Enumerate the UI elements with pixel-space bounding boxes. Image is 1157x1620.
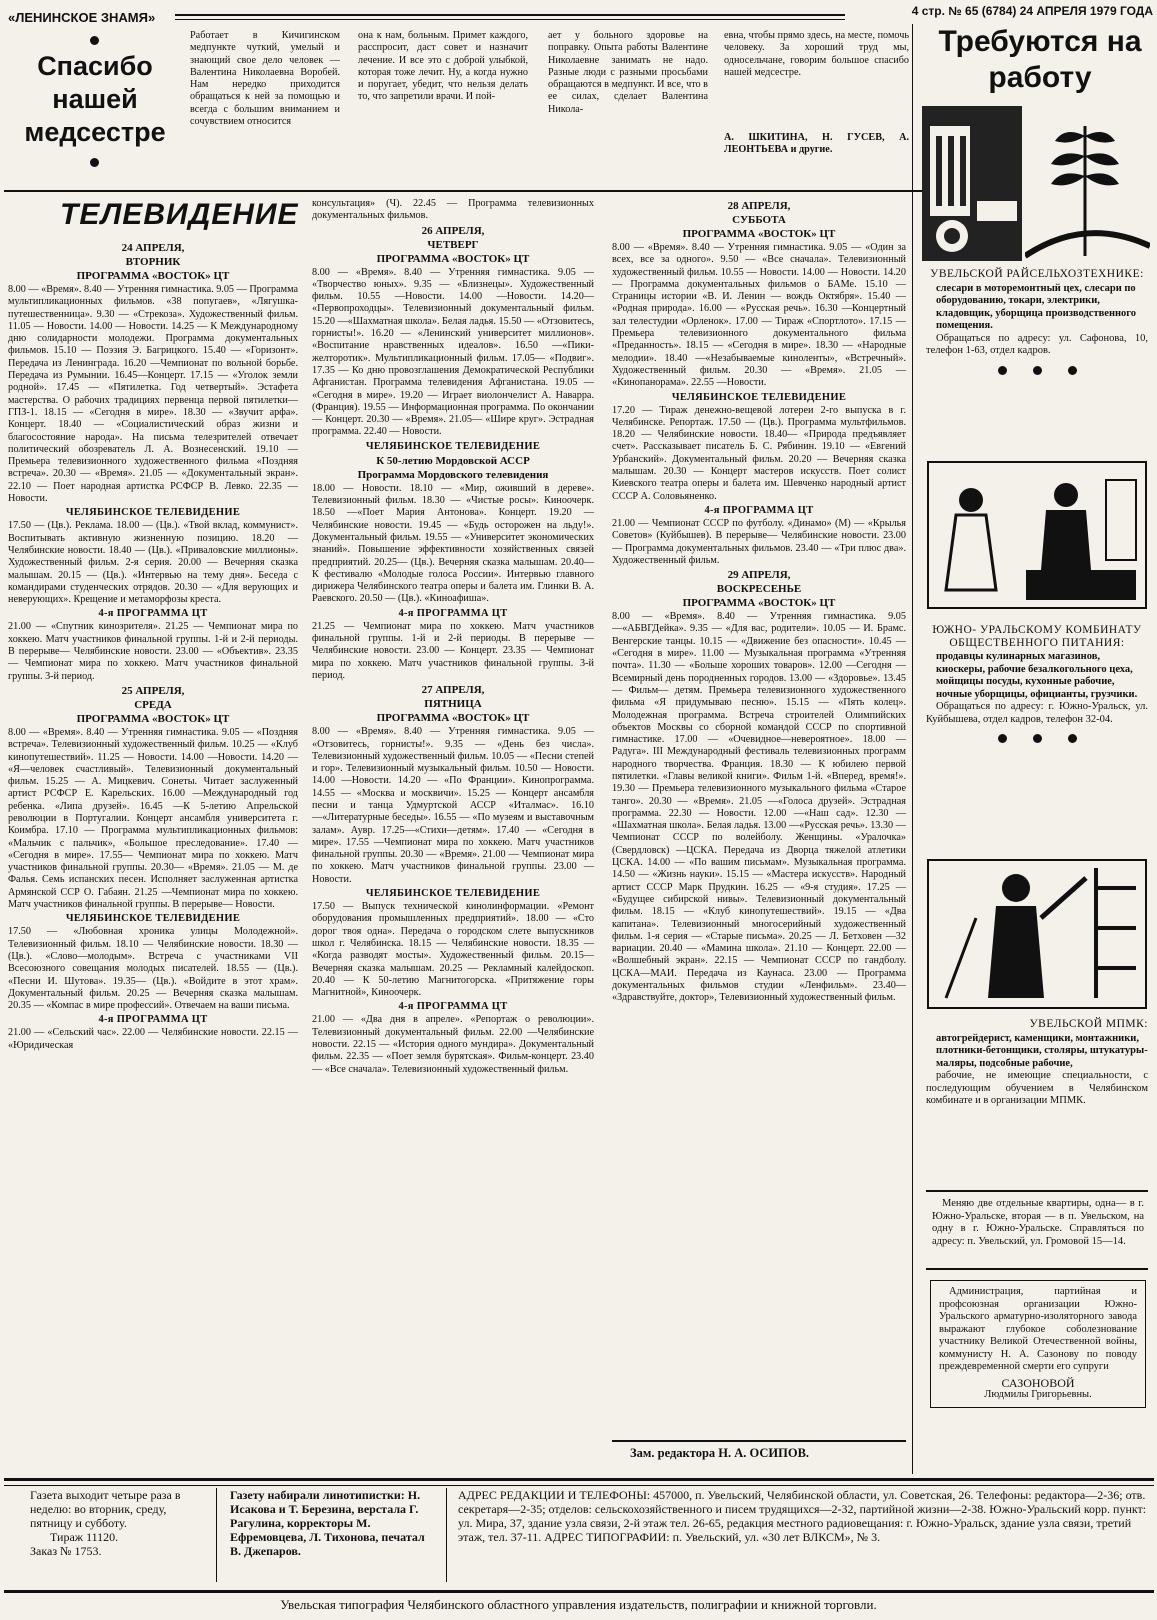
ad-rule	[926, 1190, 1148, 1192]
schedule-text: 8.00 — «Время». 8.40 — Утренняя гимнастика. 9.05 — Программа мультипликационных фильмов. «38 попугаев», «Лягушка-путешественница». 9.30 — «Стрекоза». Художественный фильм. 11.05 — Новости. 14.00 — Новости. 14.25 — К Международному дню солидарности молодежи. Программа документальных фильмов. 15.10 — Поэзия Э. Багрицкого. 15.40 — «Горизонт». Передача из Ленинграда. 16.20 —Чемпионат по вольной борьбе. Передача из Румынии. 16.45—Концерт. 17.15 — «Уголок земли родной». 17.45 — «Пятилетка. Год четвертый». Эстафета мастерства. О рабочих традициях первенца первой пятилетки—ГПЗ-1. 18.15 — «Сегодня в мире». 18.30 — «Звучит арфа». Концерт. 18.40 — «Социалистический образ жизни и благосостояние народа». На письма телезрителей отвечает политический обозреватель Л. А. Вознесенский. 19.10 — Премьера телевизионного художественного фильма «Поздняя встреча». 20.30 — «Время». 21.05 — «Документальный экран». 22.10 — Поет народная артистка РСФСР В. Левко. 22.35 —Новости.	[8, 284, 298, 505]
day-heading: 25 АПРЕЛЯ,	[121, 684, 185, 697]
bullet-dot-icon	[1033, 366, 1042, 375]
order-number: Заказ № 1753.	[30, 1544, 102, 1558]
section-heading: ЧЕЛЯБИНСКОЕ ТЕЛЕВИДЕНИЕ	[365, 440, 541, 452]
section-heading: 4-я ПРОГРАММА ЦТ	[704, 504, 814, 516]
section-heading: 4-я ПРОГРАММА ЦТ	[398, 607, 508, 619]
day-heading: 28 АПРЕЛЯ,	[727, 200, 791, 212]
bullet-dot-icon	[90, 36, 99, 45]
section-heading: ЧЕЛЯБИНСКОЕ ТЕЛЕВИДЕНИЕ	[365, 888, 541, 900]
job-ad-2	[926, 624, 1148, 751]
thanks-text-col2: она к нам, больным. Примет каждого, расспросит, даст совет и назначит лечение. И все это с доброй улыбкой, которая тоже лечит. Ну, а когда нужно и поругает, убедит, что нельзя делать то, что запретили врачи. И пой-	[358, 30, 528, 103]
program-heading: ПРОГРАММА «ВОСТОК» ЦТ	[376, 252, 530, 265]
schedule-text: 8.00 — «Время». 8.40 — Утренняя гимнастика. 9.05—«АБВГДейка». 9.35 — «Для вас, родители». 10.05 — И. Брамс. Венгерские танцы. 10.15 — «Движение без опасности». 10.45 — «Сегодня в мире». 11.00 — Музыкальная программа «Утренняя почта». 11.30 — «Больше хороших товаров». 12.00 —Сегодня —Всемирный день породненных городов. 13.00 — «Здоровье». 13.45 — Фильм— детям. Премьера телевизионного художественного фильма «Я придумываю песню». 15.15 — «Пять колец». Молодежная программа. Встреча строителей Олимпийских объектов Москвы со сборной командой СССР по спортивной гимнастике. 17.00 — «Очевидное—невероятное». 18.00 — Радуга». III Международный фестиваль телевизионных программ народного творчества. Франция. 18.30 — К юбилею первой пятилетки. «Главы великой книги». Фильм 1-й. «Вперед, время!». 19.30 — Премьера телевизионного музыкального фильма «Старое танго». 20.30 — «Время». 21.05 —«Голоса друзей». Эстрадная программа. 22.30 — Новости. 12.00 —«Наш сад». 12.30 — «Шахматная школа». Белая ладья. 13.00 —«Русская речь». 13.30 — Чемпионат СССР по волейболу. Женщины. «Уралочка» (Свердловск) —ЦСКА. Передача из Дворца тяжелой атлетики ЦСКА. 14.00 — «По вашим письмам». Музыкальная программа. 14.50 — «Жизнь науки». 15.15 — «Мастера искусств». Народный артист СССР Марк Прудкин. 16.25 — «9-я студия». 17.25 — «Будущее сибирской нивы». Телевизионный документальный фильм. 18.15 — «Клуб кинопутешествий». 19.15 — «Два капитана». Телевизионный многосерийный художественный фильм. 1-я серия — «Старые письма». 20.25 — Л. Бетховен —32 вариации. 20.40 — «Мамина школа». 21.10 — Концерт. 22.00 — «Волшебный экран». 22.15 — Чемпионат СССР по гандболу. ЦСКА—МАИ. Передача из Каунаса. 23.00 — Программа документальных фильмов студии «Ленфильм». 23.40— «Здравствуйте, доктор», Телевизионный художественный фильм.	[612, 611, 906, 1004]
schedule-text: 21.25 — Чемпионат мира по хоккею. Матч участников финальной группы. 1-й и 2-й периоды. В перерыве —Челябинские новости. 23.00 — Концерт. 23.35 — Чемпионат мира по хоккею. Матч участников финальной группы. 3-й период.	[312, 620, 594, 681]
schedule-text: 21.00 — «Сельский час». 22.00 — Челябинские новости. 22.15 — «Юридическая	[8, 1027, 298, 1051]
printer-line: Увельская типография Челябинского областного управления издательств, полиграфии и книжной торговли.	[280, 1597, 877, 1612]
bullet-dot-icon	[1068, 366, 1077, 375]
day-heading: 24 АПРЕЛЯ,	[121, 242, 185, 254]
section-heading: 4-я ПРОГРАММА ЦТ	[98, 608, 208, 620]
jobs-title: Требуются на работу	[938, 25, 1142, 94]
schedule-text: 17.50 — Выпуск технической кинолинформации. «Ремонт оборудования промышленных предприятий». 18.00 — «Сто дорог твоя одна». Передача о городском слете выпускников школ г. Челябинска. 18.15 — Челябинские новости. 18.35 — «Когда разводят мосты». Художественный фильм. 20.15— Вечерняя сказка малышам. 20.25 — Рекламный калейдоскоп. 20.40 — К 50-летию Магнитогорска. «Притяжение горы Магнитной», Киноочерк.	[312, 901, 594, 999]
day-heading: 27 АПРЕЛЯ,	[421, 684, 485, 697]
program-heading: ПРОГРАММА «ВОСТОК» ЦТ	[682, 228, 836, 240]
column-divider	[912, 24, 913, 1474]
bullet-dot-icon	[1068, 734, 1077, 743]
schedule-text: 21.00 — «Два дня в апреле». «Репортаж о революции». Телевизионный документальный фильм. 22.00 —Челябинские новости. 22.15 — «История одного мундира». Документальный фильм. 22.35 — «Поет земля бурятская». Фильм-концерт. 23.40 — «Все сначала». Телевизионный художественный фильм.	[312, 1014, 594, 1075]
day-heading: 29 АПРЕЛЯ,	[727, 569, 791, 582]
program-heading: ПРОГРАММА «ВОСТОК» ЦТ	[376, 712, 530, 725]
job-ad-heading: УВЕЛЬСКОЙ МПМК:	[1029, 1018, 1148, 1030]
apartment-exchange-ad: Меняю две отдельные квартиры, одна— в г. Южно-Уральске, вторая — в п. Увельском, на одну в г. Южно-Уральске. Справляться по адресу: п. Увельский, ул. Громовой 15—14.	[932, 1198, 1144, 1247]
tractor-illustration	[922, 106, 1022, 261]
editor-signature: Зам. редактора Н. А. ОСИПОВ.	[630, 1446, 810, 1460]
wheat-illustration	[1025, 106, 1150, 261]
day-heading: ЧЕТВЕРГ	[427, 238, 479, 251]
thanks-text-col4: евна, чтобы прямо здесь, на месте, помочь человеку. За хороший труд мы, односельчане, говорим большое спасибо нашей медсестре.	[724, 30, 909, 78]
canteen-illustration	[926, 460, 1148, 610]
job-ad-details: рабочие, не имеющие специальности, с последующим обучением в Челябинском комбинате и в организации МПМК.	[926, 1070, 1148, 1106]
schedule-text: 17.50 — «Любовная хроника улицы Молодежной». Телевизионный фильм. 18.10 — Челябинские новости. 18.30 — (Цв.). «Слово—молодым». Встреча с участниками VII Всесоюзного совещания молодых писателей. 18.55 — (Цв.). «Песни И. Шутова». 19.35— (Цв.). «Войдите в этот храм». Документальный фильм. 20.25 — Вечерняя сказка малышам. 20.35 — «Компас в мире профессий». Отвечаем на ваши письма.	[8, 926, 298, 1012]
schedule-text: 17.50 — (Цв.). Реклама. 18.00 — (Цв.). «Твой вклад, коммунист». Воспитывать активную жизненную позицию. 18.20 —Челябинские новости. 18.40 — (Цв.). «Приваловские миллионы». Художественный фильм. 2-я серия. 20.00 — Вечерняя сказка малышам. 20.15 — (Цв.). «Интервью на тему дня». Беседа с командирами студенческих отрядов. 20.30 — «Для верующих и неверующих». Крещение и метаморфозы креста.	[8, 520, 298, 606]
subsection-heading: Программа Мордовского телевидения	[357, 468, 549, 481]
tv-column-2	[312, 198, 594, 1480]
bullet-dot-icon	[1033, 734, 1042, 743]
separator-dots	[926, 366, 1148, 375]
condolence-name-full: Людмилы Григорьевны.	[984, 1389, 1092, 1400]
circulation: Тираж 11120.	[50, 1530, 119, 1544]
condolence-name: САЗОНОВОЙ	[1001, 1375, 1075, 1390]
tv-column-3	[612, 198, 906, 1438]
thanks-title: Спасибо нашей медсестре	[24, 51, 166, 147]
section-heading: ЧЕЛЯБИНСКОЕ ТЕЛЕВИДЕНИЕ	[65, 507, 241, 519]
day-heading: СУББОТА	[732, 214, 786, 226]
thanks-text-col3: ает у больного здоровье на поправку. Опыта работы Валентине Николаевне занимать не надо. Разные люди с разными просьбами обращаются в медпункт. И все, что в ее силах, сделает Валентина Никола-	[548, 30, 708, 115]
job-ad-3	[926, 1018, 1148, 1108]
schedule-text: 21.00 — «Спутник кинозрителя». 21.25 — Чемпионат мира по хоккею. Матч участников финальной группы. 1-й и 2-й периоды. В перерыве— Челябинские новости. 23.00 — «Объектив». 23.35 — Чемпионат мира по хоккею. Матч участников финальной группы. 3-й период.	[8, 621, 298, 682]
newspaper-name: «ЛЕНИНСКОЕ ЗНАМЯ»	[8, 10, 156, 25]
job-ad-heading: УВЕЛЬСКОЙ РАЙСЕЛЬХОЗТЕХНИКЕ:	[930, 268, 1144, 280]
day-heading: СРЕДА	[134, 698, 172, 711]
thanks-text-col1: Работает в Кичигинском медпункте чуткий, умелый и знающий свое дело человек —Валентина Николаевна Воробей. Нам нередко приходится обращаться к ней за помощью и всегда с большим вниманием и сочувствием относится	[190, 30, 340, 128]
job-ad-heading: ЮЖНО- УРАЛЬСКОМУ КОМБИНАТУ ОБЩЕСТВЕННОГО ПИТАНИЯ:	[932, 624, 1142, 649]
footer-divider	[446, 1488, 447, 1582]
condolence-text: Администрация, партийная и профсоюзная организации Южно- Уральского арматурно-изоляторного завода выражают глубокое соболезнование участнику Великой Отечественной войны, коммунисту Н. А. Сазонову по поводу преждевременной смерти его супруги	[939, 1286, 1137, 1372]
footer-typesetters: Газету набирали линотипистки: Н. Исакова и Т. Березина, верстала Г. Рагулина, корректоры М. Ефремовцева, Л. Тихонова, печатал В. Джепаров.	[230, 1488, 425, 1558]
section-heading: ЧЕЛЯБИНСКОЕ ТЕЛЕВИДЕНИЕ	[671, 391, 847, 403]
job-ad-list: продавцы кулинарных магазинов, киоскеры, рабочие безалкогольного цеха, мойщицы посуды, кухонные рабочие, ночные уборщицы, официанты, грузчики.	[936, 651, 1138, 700]
schedule-text: консультация» (Ч). 22.45 — Программа телевизионных документальных фильмов.	[312, 198, 594, 222]
job-ad-list: автогрейдерист, каменщики, монтажники, плотники-бетонщики, столяры, штукатуры-маляры, подсобные рабочие,	[936, 1032, 1148, 1069]
bullet-dot-icon	[998, 366, 1007, 375]
footer-address: АДРЕС РЕДАКЦИИ И ТЕЛЕФОНЫ: 457000, п. Увельский, Челябинской области, ул. Советская, 26. Телефоны: редактора—2-36; отв. секретаря—2-35; отделов: сельскохозяйственного и писем трудящихся—2-32, партийной жизни—2-38. Южно-Уральский корр. пункт: ул. Мира, 37, здание узла связи, 2-й этаж тел. 26-65, редакция местного радиовещания: г. Южно-Уральск, здание узла связи, третий этаж, тел. 37-11. АДРЕС ТИПОГРАФИИ: п. Увельский, ул. «30 лет ВЛКСМ», № 3.	[458, 1488, 1147, 1544]
schedule-text: 18.00 — Новости. 18.10 — «Мир, оживший в дереве». Телевизионный фильм. 18.30 — «Чистые росы». Киноочерк. 18.50 —«Поет Мария Антонова». Концерт. 19.20 — Челябинские новости. 19.45 — «Будь осторожен на льду!». Документальный фильм. 19.55 — «Университет экономических знаний». Повышение эффективности хозяйственных связей предприятий. 20.25— (Цв.). Вечерняя сказка малышам. 20.40—К фестивалю «Молодые голоса России». Интервью главного дирижера Челябинского театра оперы и балета им. Глинки В. А. Раевского. 20.50 — (Цв.). «Киноафиша».	[312, 482, 594, 605]
day-heading: ВТОРНИК	[125, 256, 181, 268]
tv-column-1	[8, 240, 298, 1480]
bullet-dot-icon	[998, 734, 1007, 743]
separator-dots	[926, 734, 1148, 743]
job-ad-address: Обращаться по адресу: г. Южно-Уральск, ул. Куйбышева, отдел кадров, телефон 32-04.	[926, 701, 1148, 725]
schedule-text: 8.00 — «Время». 8.40 — Утренняя гимнастика. 9.05 — «Отзовитесь, горнисты!». 9.35 — «День без числа». Телевизионный художественный фильм. 10.05 — «Песни степей и гор». Телевизионный музыкальный фильм. 10.50 — Новости. 14.00 —Новости. 14.20 — «По Франции». Кинопрограмма. 14.55 — «Москва и москвичи». 15.25 — Концерт ансамбля песни и танца Удмуртской АССР «Италмас». 16.10 —«Литературные беседы». 16.55 — «По музеям и выставочным залам». Аувр. 17.25—«Стихи—детям». 17.40 — «Сегодня в мире». 17.55 —Чемпионат мира по хоккею. Матч участников финальной группы. 20.30 — «Время». 21.00 — Чемпионат мира по хоккею. Матч участников финальной группы. 23.00 — Новости.	[312, 726, 594, 885]
day-heading: ПЯТНИЦА	[424, 698, 482, 711]
publication-schedule: Газета выходит четыре раза в неделю: во вторник, среду, пятницу и субботу.	[30, 1488, 181, 1530]
day-heading: ВОСКРЕСЕНЬЕ	[716, 583, 802, 596]
day-heading: 26 АПРЕЛЯ,	[421, 224, 485, 237]
footer-divider	[216, 1488, 217, 1582]
schedule-text: 8.00 — «Время». 8.40 — Утренняя гимнастика. 9.05 — «Поздняя встреча». Телевизионный художественный фильм. 10.25 — «Клуб кинопутешествий». 11.25 — Новости. 14.00 —Новости. 14.20 — «Я—человек счастливый». Телевизионный документальный фильм. 15.25 — А. Мицкевич. Сонеты. Читает заслуженный артист РСФСР Е. Карельских. 16.00 —Международный год ребенка. «Липа друзей». 16.45 —К 5-летию Апрельской революции в Португалии. Концерт ансамбля университета г. Коимбра. 17.10 — Программа мультипликационных фильмов: «Мальчик с пальчик», «Большое преследование». 17.40 — «Сегодня в мире». 17.55— Чемпионат мира по хоккею. Матч участников финальной группы. 20.30— «Время». 21.05 — М. де Фалья. Семь испанских песен. Исполняет заслуженная артистка Армянской ССР О. Габаян. 21.25 —Чемпионат мира по хоккею. Матч участников финальной группы. В перерыве— Новости.	[8, 726, 298, 911]
schedule-text: 8.00 — «Время». 8.40 — Утренняя гимнастика. 9.05 — «Один за всех, все за одного». 9.50 — «Все сначала». Телевизионный художественный фильм. 10.55 — Новости. 14.00 — Новости. 14.20 — Программа документальных фильмов о БАМе. 15.10 — Страницы истории «В. И. Ленин — вождь Октября». 15.40 — «Родная природа». 16.00 — «Русская речь». 16.30 —Концертный зал телестудии «Орленок». 17.00 — Тираж «Спортлото». 17.15 — Премьера телевизионного документального фильма «Преданность». 18.15 — «Сегодня в мире». 18.30 — «Народные мелодии». 18.40 —«Незабываемые киноленты», «Встречный». Художественный фильм. 20.30 — «Время». 21.05 — «Кинопанорама». 22.55 —Новости.	[612, 242, 906, 389]
program-heading: ПРОГРАММА «ВОСТОК» ЦТ	[76, 270, 230, 282]
thanks-signature: А. ШКИТИНА, Н. ГУСЕВ, А. ЛЕОНТЬЕВА и другие.	[724, 132, 909, 156]
job-ad-1	[926, 268, 1148, 383]
section-heading: 4-я ПРОГРАММА ЦТ	[98, 1014, 208, 1026]
program-heading: ПРОГРАММА «ВОСТОК» ЦТ	[682, 597, 836, 610]
issue-line: 4 стр. № 65 (6784) 24 АПРЕЛЯ 1979 ГОДА	[911, 4, 1153, 18]
condolence-notice	[930, 1280, 1146, 1408]
construction-illustration	[926, 858, 1148, 1010]
footer-rule	[4, 1590, 1154, 1593]
editor-line	[630, 1446, 809, 1461]
ad-rule	[926, 1268, 1148, 1270]
schedule-text: 8.00 — «Время». 8.40 — Утренняя гимнастика. 9.05 — «Творчество юных». 9.35 — «Близнецы». Художественный фильм. 10.55 —Новости. 14.00 —Новости. 14.20— «Первопроходцы». Телевизионный документальный фильм. 15.20 —«Шахматная школа». Белая ладья. 15.50 — «Отзовитесь, горнисты!». 16.20 — «Ленинский университет миллионов». «Воспитание нравственных идеалов». 16.50 —«Пики-желторотик». Мультипликационный фильм. 17.05— «Подвиг». 17.35 — Ко дню провозглашения Демократической Республики Афганистан. Программа телевидения Афганистана. 19.05 — «Сегодня в мире». 19.20 — Играет виолончелист А. Наварра. (Франция). 19.55 — Информационная программа. По окончании — Концерт. 20.30 — «Время». 21.05— «Шире круг». Эстрадная программа. 22.40 — Новости.	[312, 266, 594, 438]
tv-section-title: ТЕЛЕВИДЕНИЕ	[60, 198, 299, 231]
subsection-heading: К 50-летию Мордовской АССР	[376, 454, 530, 467]
section-heading: ЧЕЛЯБИНСКОЕ ТЕЛЕВИДЕНИЕ	[65, 913, 241, 925]
schedule-text: 17.20 — Тираж денежно-вещевой лотереи 2-го выпуска в г. Челябинске. Репортаж. 17.50 — (Цв.). Программа мультфильмов. 18.20 — Челябинские новости. 18.40— «Природа предъявляет счет». Рассказывает писатель Б. С. Рябинин. 19.10 — «Евгений Урбанский». Документальный фильм. 20.20 — Вечерняя сказка малышам. 20.30 — Концерт мастеров искусств. Поет солист Киевского театра оперы и балета им. Шевченко народный артист СССР А. Соловьяненко.	[612, 404, 906, 502]
bullet-dot-icon	[90, 158, 99, 167]
schedule-text: 21.00 — Чемпионат СССР по футболу. «Динамо» (М) — «Крылья Советов» (Куйбышев). В перерыве— Челябинские новости. 23.00 — Программа документальных фильмов. 23.40 — «Три плюс два». Художественный фильм.	[612, 517, 906, 566]
job-ad-list: слесари в моторемонтный цех, слесари по оборудованию, токари, электрики, кладовщик, уборщица производственного помещения.	[936, 282, 1137, 331]
footer-schedule	[30, 1488, 205, 1584]
program-heading: ПРОГРАММА «ВОСТОК» ЦТ	[76, 712, 230, 725]
footer-rule	[4, 1478, 1154, 1486]
column-rule	[612, 1440, 906, 1442]
section-heading: 4-я ПРОГРАММА ЦТ	[398, 1001, 508, 1013]
job-ad-address: Обращаться по адресу: ул. Сафонова, 10, телефон 1-63, отдел кадров.	[926, 332, 1148, 356]
